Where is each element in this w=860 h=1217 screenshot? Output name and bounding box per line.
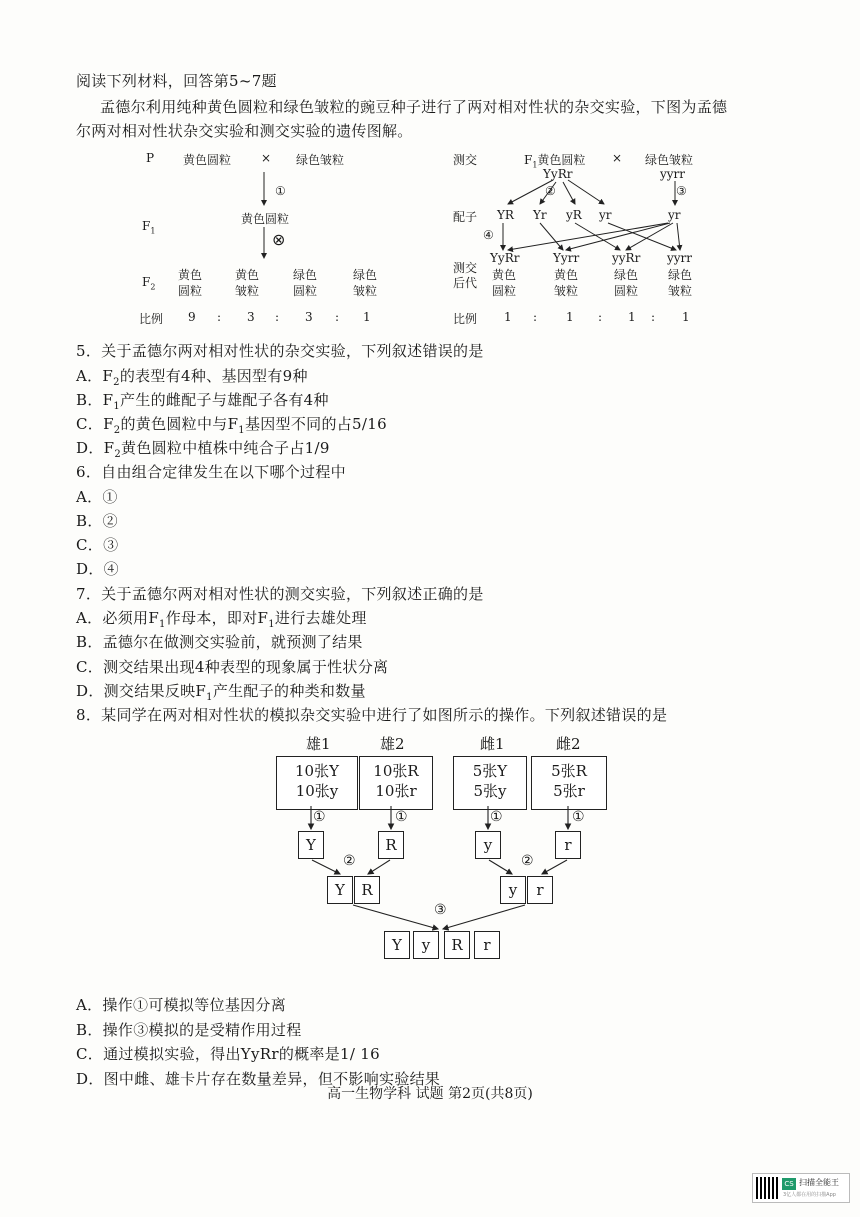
q8-option-d: D．图中雌、雄卡片存在数量差异，但不影响实验结果 [76,1070,441,1088]
testcross-f1: $F_1$黄色圆粒 [524,153,586,170]
cross-f1-label: $F_1$ [142,219,156,236]
cross-ratio-4: 1 [363,310,371,324]
q5-option-c: C．$F_2$的黄色圆粒中与$F_1$基因型不同的占5/16 [76,415,387,436]
q5-option-b: B．$F_1$产生的雌配子与雄配子各有4种 [76,391,329,412]
self-cross-icon: ⊗ [272,230,286,249]
op-1-label: ① [313,809,326,825]
jar-male-2-line-a: 10张R [373,762,419,780]
offspring-4-pheno-b: 皱粒 [668,284,693,298]
testcross-step-2: ② [545,184,556,198]
cross-parent1: 黄色圆粒 [183,153,232,167]
gamete-yr-p2: yr [668,208,681,222]
q7-option-d: D．测交结果反映$F_1$产生配子的种类和数量 [76,682,366,703]
jar-female-2-label: 雌2 [556,735,581,753]
jar-male-2-line-b: 10张r [375,782,417,800]
cross-f2-label: $F_2$ [142,275,156,292]
testcross-ratio-label: 比例 [453,312,478,326]
cross-ratio-1: 9 [188,310,196,324]
cross-ratio-2: 3 [247,310,255,324]
cross-p-label: P [146,151,155,165]
testcross-times: × [612,151,623,165]
testcross-ratio-3: 1 [628,310,636,324]
testcross-parent2: 绿色皱粒 [645,153,694,167]
q8-option-c: C．通过模拟实验，得出YyRr的概率是1/ 16 [76,1045,380,1063]
q8-option-b: B．操作③模拟的是受精作用过程 [76,1021,302,1039]
f2-pheno-2a: 黄色 [235,268,260,282]
pair-male-card-2: R [354,876,380,904]
f2-pheno-3a: 绿色 [293,268,318,282]
gamete-yR: yR [566,208,582,222]
zygote-card-3: R [444,931,470,959]
cross-ratio-colon: : [335,310,340,324]
f2-pheno-1b: 圆粒 [178,284,203,298]
q6-stem: 6．自由组合定律发生在以下哪个过程中 [76,463,346,481]
jar-female-1-line-a: 5张Y [472,762,508,780]
offspring-2-pheno-b: 皱粒 [554,284,579,298]
jar-female-2-line-a: 5张R [551,762,587,780]
offspring-label-1: 测交 [453,261,478,275]
card-drawn-female-1: y [475,831,501,859]
jar-female-1-label: 雌1 [480,735,505,753]
offspring-2-genotype: Yyrr [553,251,580,265]
pair-female-card-1: y [500,876,526,904]
q5-option-a: A．$F_2$的表型有4种、基因型有9种 [76,367,308,388]
op-1-label: ① [395,809,408,825]
testcross-genotype-p2: yyrr [660,167,686,181]
intro-line-3: 尔两对相对性状杂交实验和测交实验的遗传图解。 [76,122,413,140]
card-drawn-male-1: Y [298,831,324,859]
offspring-3-pheno-a: 绿色 [614,268,639,282]
cross-ratio-colon: : [217,310,222,324]
q7-option-a: A．必须用$F_1$作母本，即对$F_1$进行去雄处理 [76,609,367,630]
pair-male-card-1: Y [327,876,353,904]
cross-ratio-label: 比例 [139,312,164,326]
jar-female-1-line-b: 5张y [473,782,507,800]
q5-stem: 5．关于孟德尔两对相对性状的杂交实验，下列叙述错误的是 [76,342,484,360]
f2-pheno-1a: 黄色 [178,268,203,282]
op-1-label: ① [572,809,585,825]
pair-female-card-2: r [527,876,553,904]
q5-option-d: D．$F_2$黄色圆粒中植株中纯合子占1/9 [76,439,330,460]
offspring-1-pheno-a: 黄色 [492,268,517,282]
q6-option-c: C．③ [76,536,119,554]
q8-option-a: A．操作①可模拟等位基因分离 [76,996,287,1014]
offspring-2-pheno-a: 黄色 [554,268,579,282]
q7-option-b: B．孟德尔在做测交实验前，就预测了结果 [76,633,363,651]
scanner-watermark [752,1173,850,1203]
q7-stem: 7．关于孟德尔两对相对性状的测交实验，下列叙述正确的是 [76,585,484,603]
f2-pheno-3b: 圆粒 [293,284,318,298]
gamete-yr: yr [599,208,612,222]
zygote-card-2: y [413,931,439,959]
cs-logo: CS [782,1178,796,1190]
testcross-title: 测交 [453,153,478,167]
q8-stem: 8．某同学在两对相对性状的模拟杂交实验中进行了如图所示的操作。下列叙述错误的是 [76,706,668,724]
testcross-ratio-colon: : [651,310,656,324]
testcross-step-4: ④ [483,228,494,242]
op-2-label: ② [343,853,356,869]
watermark-title: 扫描全能王 [799,1178,839,1187]
intro-line-2: 孟德尔利用纯种黄色圆粒和绿色皱粒的豌豆种子进行了两对相对性状的杂交实验，下图为孟德 [100,98,728,116]
cross-times: × [261,151,272,165]
gamete-YR: YR [497,208,514,222]
offspring-4-genotype: yyrr [667,251,693,265]
intro-line-1: 阅读下列材料，回答第5~7题 [76,72,277,90]
testcross-ratio-colon: : [533,310,538,324]
cross-f1-phenotype: 黄色圆粒 [241,212,290,226]
testcross-genotype-f1: YyRr [543,167,573,181]
op-3-label: ③ [434,902,447,918]
qr-code-icon [756,1177,778,1199]
f2-pheno-2b: 皱粒 [235,284,260,298]
offspring-1-genotype: YyRr [490,251,520,265]
cross-ratio-colon: : [275,310,280,324]
op-1-label: ① [490,809,503,825]
gamete-label: 配子 [453,210,478,224]
cross-step-1: ① [275,184,286,198]
card-drawn-male-2: R [378,831,404,859]
op-2-label: ② [521,853,534,869]
jar-male-1-line-a: 10张Y [295,762,339,780]
zygote-card-1: Y [384,931,410,959]
jar-female-2-line-b: 5张r [553,782,585,800]
q6-option-b: B．② [76,512,118,530]
cross-ratio-3: 3 [305,310,313,324]
offspring-3-genotype: yyRr [612,251,641,265]
card-drawn-female-2: r [555,831,581,859]
gamete-Yr: Yr [533,208,547,222]
page-footer: 高一生物学科 试题 第2页(共8页) [327,1086,533,1102]
cross-parent2: 绿色皱粒 [296,153,345,167]
offspring-3-pheno-b: 圆粒 [614,284,639,298]
q6-option-d: D．④ [76,560,119,578]
testcross-ratio-2: 1 [566,310,574,324]
q7-option-c: C．测交结果出现4种表型的现象属于性状分离 [76,658,389,676]
f2-pheno-4a: 绿色 [353,268,378,282]
jar-male-1-label: 雄1 [306,735,331,753]
q6-option-a: A．① [76,488,118,506]
testcross-step-3: ③ [676,184,687,198]
testcross-ratio-4: 1 [682,310,690,324]
offspring-4-pheno-a: 绿色 [668,268,693,282]
testcross-ratio-1: 1 [504,310,512,324]
watermark-subtitle: 3亿人都在用的扫描App [783,1192,836,1198]
f2-pheno-4b: 皱粒 [353,284,378,298]
testcross-ratio-colon: : [598,310,603,324]
offspring-1-pheno-b: 圆粒 [492,284,517,298]
jar-male-1-line-b: 10张y [295,782,339,800]
jar-male-2-label: 雄2 [380,735,405,753]
zygote-card-4: r [474,931,500,959]
offspring-label-2: 后代 [453,276,478,290]
